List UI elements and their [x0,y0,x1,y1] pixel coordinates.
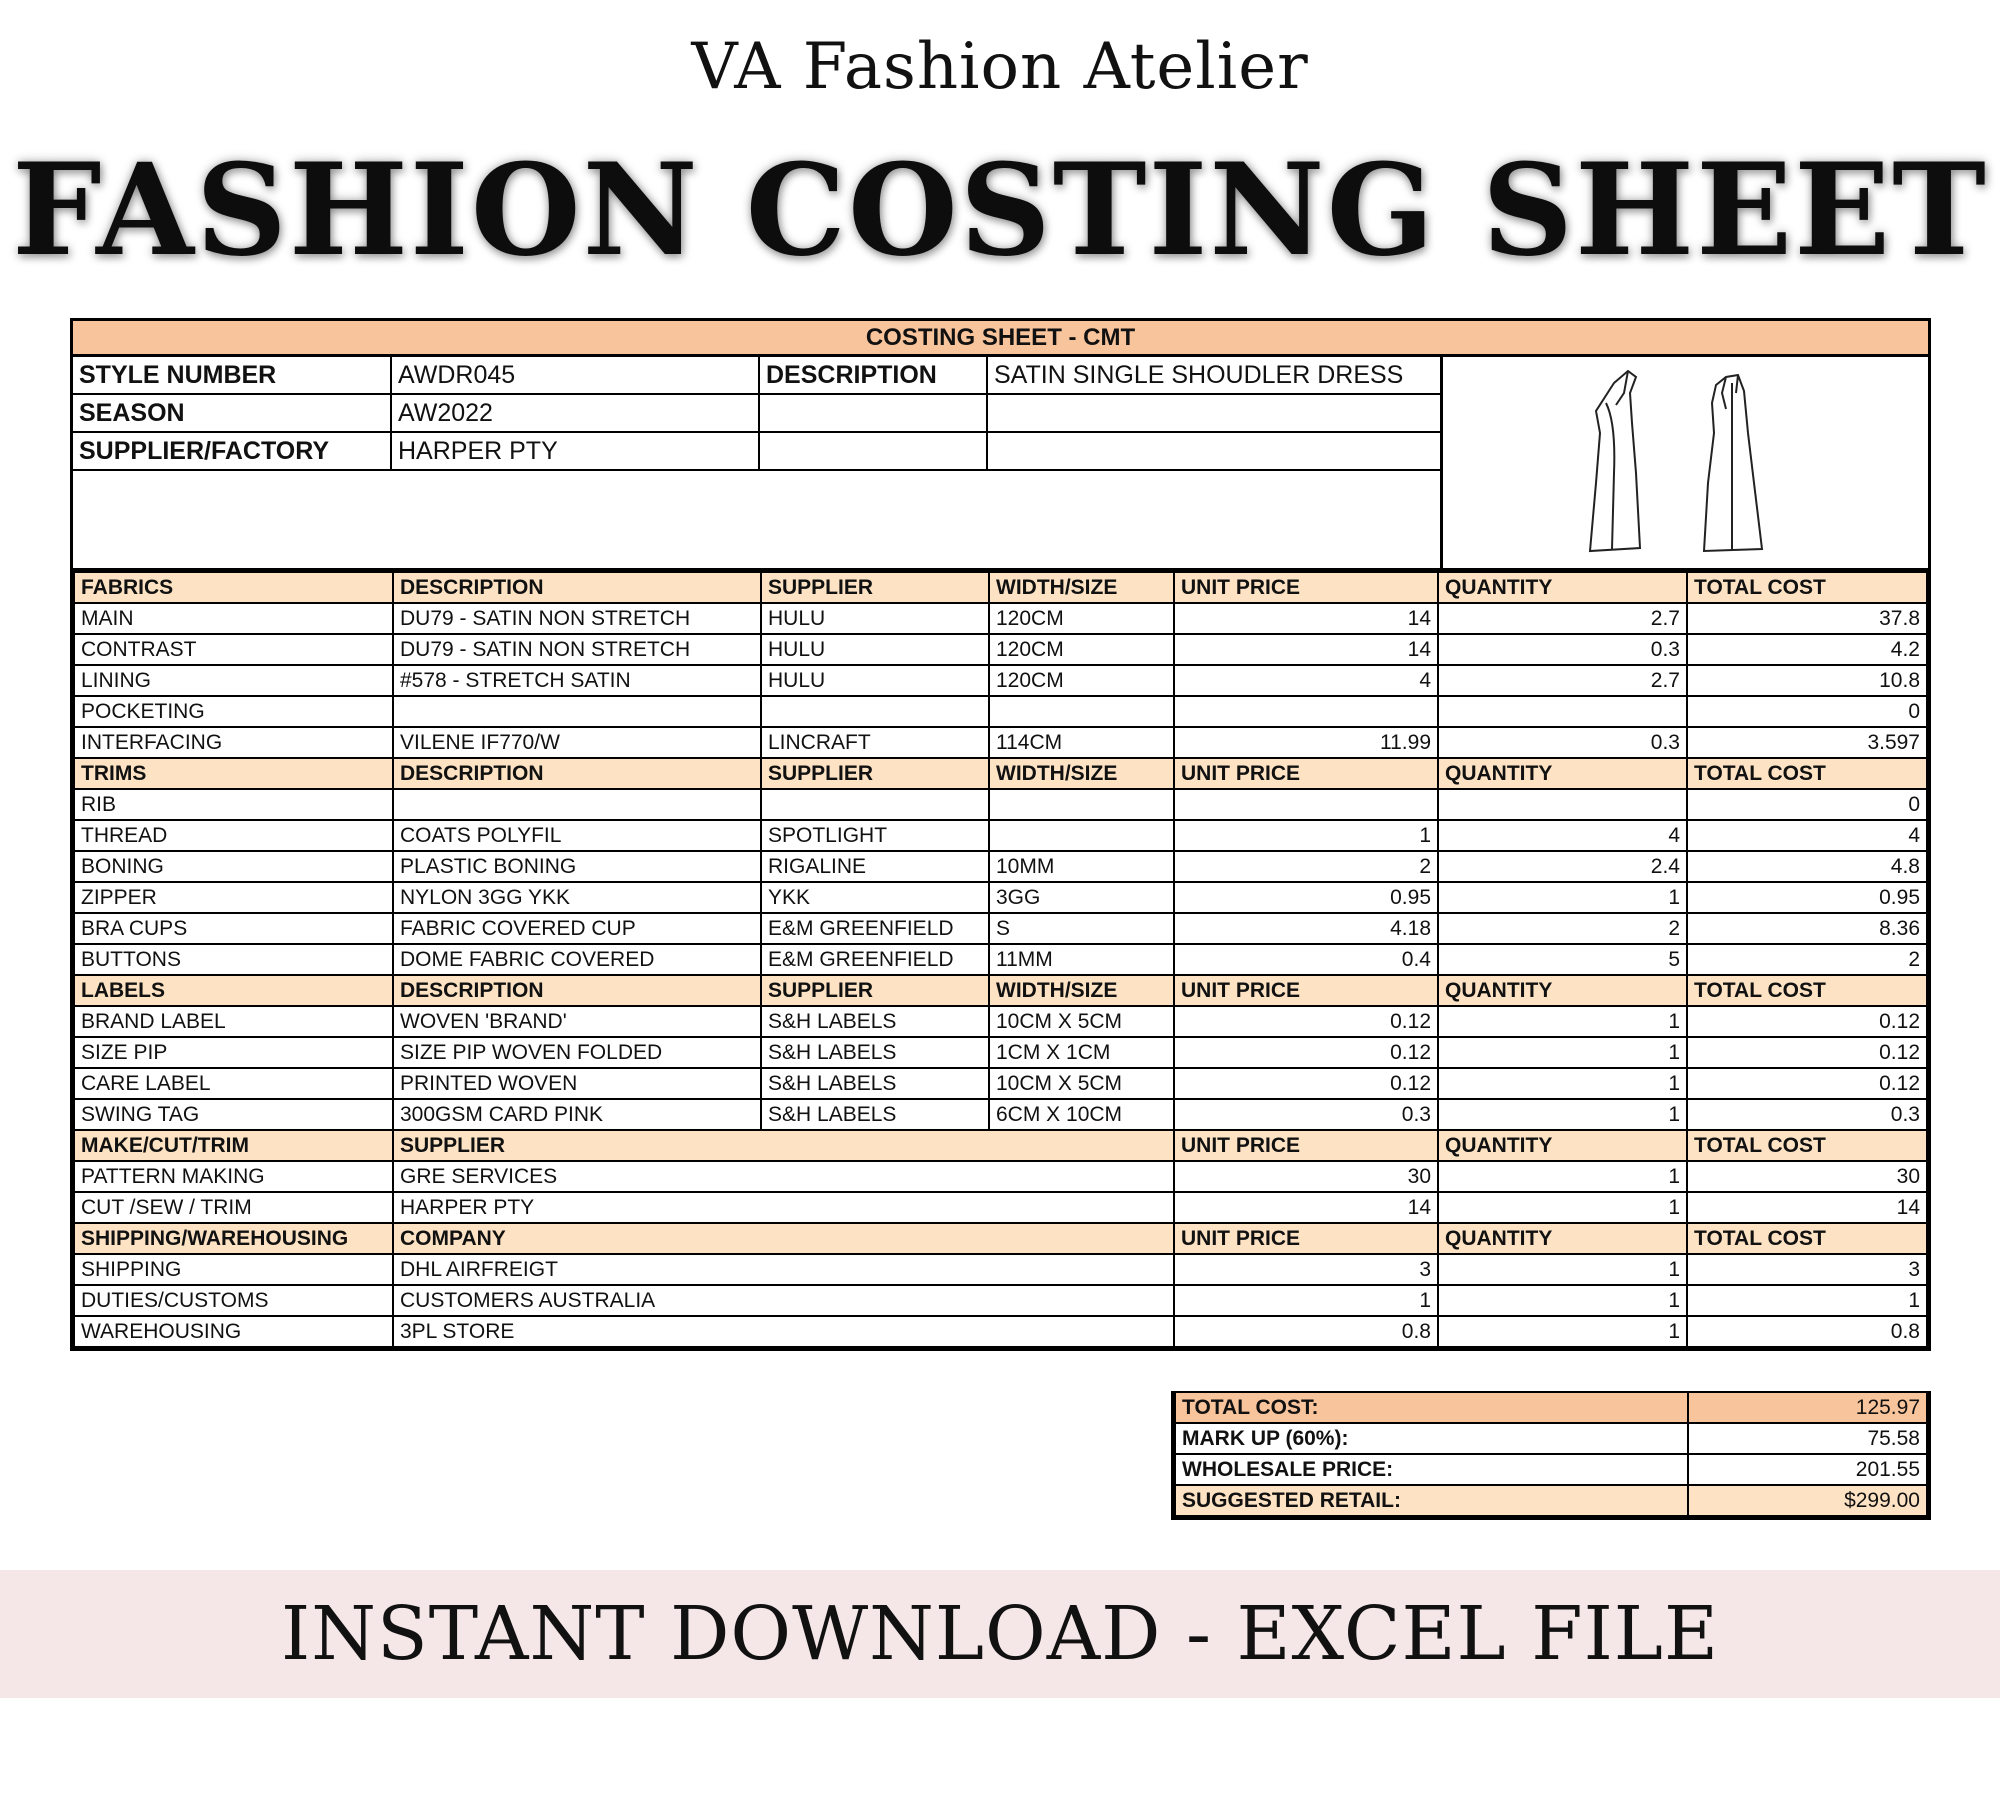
cell-width-size[interactable] [989,789,1174,820]
cell-item[interactable]: BUTTONS [74,944,393,975]
sheet-header: COSTING SHEET - CMT [73,321,1928,357]
cell-width-size[interactable] [989,696,1174,727]
cell-item[interactable]: SWING TAG [74,1099,393,1130]
cell-total-cost[interactable]: 0.12 [1687,1037,1927,1068]
cell-width-size[interactable]: 120CM [989,634,1174,665]
cell-description[interactable]: FABRIC COVERED CUP [393,913,761,944]
cell-description[interactable] [393,696,761,727]
cell-supplier[interactable]: S&H LABELS [761,1099,989,1130]
column-header-width-size: WIDTH/SIZE [989,975,1174,1006]
empty-cell[interactable] [988,395,1440,431]
cell-width-size[interactable] [989,820,1174,851]
column-header-item: FABRICS [74,572,393,603]
cell-unit-price[interactable]: 0.12 [1174,1006,1438,1037]
cell-supplier[interactable]: HARPER PTY [393,1192,1174,1223]
cell-width-size[interactable]: 114CM [989,727,1174,758]
cell-supplier[interactable] [761,696,989,727]
cell-unit-price[interactable]: 0.12 [1174,1037,1438,1068]
cell-quantity[interactable]: 1 [1438,1316,1687,1347]
cell-supplier[interactable]: E&M GREENFIELD [761,944,989,975]
cell-item[interactable]: ZIPPER [74,882,393,913]
cell-width-size[interactable]: 120CM [989,603,1174,634]
cell-quantity[interactable]: 1 [1438,882,1687,913]
table-row [74,1161,1927,1192]
cell-unit-price[interactable]: 1 [1174,820,1438,851]
cell-total-cost[interactable]: 1 [1687,1285,1927,1316]
cell-item[interactable]: CARE LABEL [74,1068,393,1099]
column-header-quantity: QUANTITY [1438,1223,1687,1254]
cell-item[interactable]: LINING [74,665,393,696]
column-header-item: TRIMS [74,758,393,789]
cell-unit-price[interactable]: 2 [1174,851,1438,882]
cell-total-cost[interactable]: 3.597 [1687,727,1927,758]
cell-quantity[interactable]: 1 [1438,1068,1687,1099]
column-header-total-cost: TOTAL COST [1687,758,1927,789]
cell-unit-price[interactable]: 0.8 [1174,1316,1438,1347]
cell-description[interactable]: DOME FABRIC COVERED [393,944,761,975]
table-row [74,1037,1927,1068]
cell-total-cost[interactable]: 4 [1687,820,1927,851]
cell-description[interactable]: COATS POLYFIL [393,820,761,851]
column-header-total-cost: TOTAL COST [1687,1130,1927,1161]
cell-total-cost[interactable]: 14 [1687,1192,1927,1223]
section-header-row [74,1130,1927,1161]
cell-width-size[interactable]: 3GG [989,882,1174,913]
description-value[interactable]: SATIN SINGLE SHOUDLER DRESS [994,361,1404,389]
column-header-quantity: QUANTITY [1438,572,1687,603]
cell-supplier[interactable]: E&M GREENFIELD [761,913,989,944]
wholesale-label: WHOLESALE PRICE: [1175,1454,1688,1485]
cell-supplier[interactable]: SPOTLIGHT [761,820,989,851]
cell-total-cost[interactable]: 4.8 [1687,851,1927,882]
cell-quantity[interactable]: 2.7 [1438,665,1687,696]
cell-item[interactable]: DUTIES/CUSTOMS [74,1285,393,1316]
cell-item[interactable]: WAREHOUSING [74,1316,393,1347]
cell-supplier[interactable]: YKK [761,882,989,913]
cell-unit-price[interactable]: 14 [1174,603,1438,634]
cell-unit-price[interactable]: 14 [1174,634,1438,665]
table-row [74,727,1927,758]
cell-width-size[interactable]: 120CM [989,665,1174,696]
cell-description[interactable]: DU79 - SATIN NON STRETCH [393,634,761,665]
cell-description[interactable]: PRINTED WOVEN [393,1068,761,1099]
cell-width-size[interactable]: 11MM [989,944,1174,975]
cell-total-cost[interactable]: 37.8 [1687,603,1927,634]
info-row-style [73,357,1440,395]
cell-description[interactable]: SIZE PIP WOVEN FOLDED [393,1037,761,1068]
cell-item[interactable]: SHIPPING [74,1254,393,1285]
cell-total-cost[interactable]: 0.8 [1687,1316,1927,1347]
cell-supplier[interactable]: HULU [761,665,989,696]
section-header-row [74,975,1927,1006]
empty-cell[interactable] [988,433,1440,469]
table-row [74,944,1927,975]
cell-unit-price[interactable]: 1 [1174,1285,1438,1316]
table-row [74,820,1927,851]
cell-total-cost[interactable]: 0.95 [1687,882,1927,913]
cell-total-cost[interactable]: 8.36 [1687,913,1927,944]
style-number-value[interactable]: AWDR045 [392,357,760,393]
column-header-unit-price: UNIT PRICE [1174,1130,1438,1161]
cell-quantity[interactable]: 0.3 [1438,634,1687,665]
cell-supplier[interactable]: S&H LABELS [761,1006,989,1037]
column-header-quantity: QUANTITY [1438,975,1687,1006]
column-header-quantity: QUANTITY [1438,758,1687,789]
cell-total-cost[interactable]: 0.12 [1687,1068,1927,1099]
totals-panel [1171,1391,1931,1520]
dress-sketch-icon [1576,363,1796,563]
cell-supplier[interactable] [761,789,989,820]
cell-unit-price[interactable]: 0.4 [1174,944,1438,975]
cell-width-size[interactable]: S [989,913,1174,944]
sketch-area [1443,357,1928,568]
cell-unit-price[interactable]: 14 [1174,1192,1438,1223]
supplier-factory-label: SUPPLIER/FACTORY [73,433,392,469]
season-value[interactable]: AW2022 [392,395,760,431]
cell-supplier[interactable]: LINCRAFT [761,727,989,758]
retail-label: SUGGESTED RETAIL: [1175,1485,1688,1516]
table-row [74,1099,1927,1130]
cell-quantity[interactable]: 5 [1438,944,1687,975]
table-row [74,882,1927,913]
cell-description[interactable]: #578 - STRETCH SATIN [393,665,761,696]
retail-value[interactable]: $299.00 [1688,1485,1927,1516]
cell-item[interactable]: BRA CUPS [74,913,393,944]
cell-description[interactable] [393,789,761,820]
table-row [74,1254,1927,1285]
page-title: FASHION COSTING SHEET [12,136,1988,284]
cell-item[interactable]: PATTERN MAKING [74,1161,393,1192]
cell-quantity[interactable] [1438,789,1687,820]
column-header-item: SHIPPING/WAREHOUSING [74,1223,393,1254]
empty-cell[interactable] [760,433,988,469]
cell-supplier[interactable]: S&H LABELS [761,1037,989,1068]
column-header-total-cost: TOTAL COST [1687,1223,1927,1254]
column-header-item: LABELS [74,975,393,1006]
cell-supplier[interactable]: RIGALINE [761,851,989,882]
costing-sheet [70,318,1931,1351]
markup-row [1175,1423,1927,1454]
column-header-supplier: SUPPLIER [761,758,989,789]
cell-quantity[interactable]: 2 [1438,913,1687,944]
cell-unit-price[interactable]: 0.95 [1174,882,1438,913]
table-row [74,696,1927,727]
season-label: SEASON [73,395,392,431]
brand-name: VA Fashion Atelier [691,30,1309,104]
column-header-supplier: SUPPLIER [393,1130,1174,1161]
style-number-label: STYLE NUMBER [73,357,392,393]
cell-item[interactable]: MAIN [74,603,393,634]
cell-quantity[interactable]: 1 [1438,1161,1687,1192]
cell-total-cost[interactable]: 4.2 [1687,634,1927,665]
cell-total-cost[interactable]: 2 [1687,944,1927,975]
cell-unit-price[interactable] [1174,789,1438,820]
cell-item[interactable]: CONTRAST [74,634,393,665]
cell-supplier[interactable]: HULU [761,634,989,665]
column-header-description: DESCRIPTION [393,572,761,603]
cell-item[interactable]: BRAND LABEL [74,1006,393,1037]
total-cost-value[interactable]: 125.97 [1688,1392,1927,1423]
cell-item[interactable]: BONING [74,851,393,882]
cell-quantity[interactable]: 1 [1438,1037,1687,1068]
cell-item[interactable]: POCKETING [74,696,393,727]
column-header-supplier: SUPPLIER [761,572,989,603]
table-row [74,1285,1927,1316]
column-header-width-size: WIDTH/SIZE [989,572,1174,603]
cell-supplier[interactable]: CUSTOMERS AUSTRALIA [393,1285,1174,1316]
column-header-supplier: COMPANY [393,1223,1174,1254]
column-header-description: DESCRIPTION [393,758,761,789]
wholesale-row [1175,1454,1927,1485]
style-info-fields [73,357,1443,568]
cell-description[interactable]: WOVEN 'BRAND' [393,1006,761,1037]
wholesale-value[interactable]: 201.55 [1688,1454,1927,1485]
cell-quantity[interactable]: 1 [1438,1192,1687,1223]
section-header-row [74,1223,1927,1254]
download-banner: INSTANT DOWNLOAD - EXCEL FILE [0,1570,2000,1698]
column-header-unit-price: UNIT PRICE [1174,572,1438,603]
column-header-unit-price: UNIT PRICE [1174,975,1438,1006]
cell-description[interactable]: 300GSM CARD PINK [393,1099,761,1130]
column-header-unit-price: UNIT PRICE [1174,1223,1438,1254]
cell-quantity[interactable]: 1 [1438,1285,1687,1316]
cell-description[interactable]: DU79 - SATIN NON STRETCH [393,603,761,634]
cell-width-size[interactable]: 1CM X 1CM [989,1037,1174,1068]
table-row [74,789,1927,820]
column-header-description: DESCRIPTION [393,975,761,1006]
total-cost-label: TOTAL COST: [1175,1392,1688,1423]
cell-item[interactable]: RIB [74,789,393,820]
cell-item[interactable]: CUT /SEW / TRIM [74,1192,393,1223]
table-row [74,1068,1927,1099]
cell-unit-price[interactable]: 0.3 [1174,1099,1438,1130]
style-info [73,357,1928,571]
table-row [74,1192,1927,1223]
markup-value[interactable]: 75.58 [1688,1423,1927,1454]
section-header-row [74,758,1927,789]
cell-unit-price[interactable]: 4.18 [1174,913,1438,944]
cell-width-size[interactable]: 10MM [989,851,1174,882]
cell-unit-price[interactable]: 4 [1174,665,1438,696]
costing-table [73,571,1928,1348]
table-row [74,665,1927,696]
cell-supplier[interactable]: 3PL STORE [393,1316,1174,1347]
info-row-season [73,395,1440,433]
table-row [74,851,1927,882]
column-header-total-cost: TOTAL COST [1687,975,1927,1006]
cell-unit-price[interactable]: 0.12 [1174,1068,1438,1099]
empty-cell[interactable] [760,395,988,431]
column-header-quantity: QUANTITY [1438,1130,1687,1161]
cell-total-cost[interactable]: 0 [1687,789,1927,820]
cell-quantity[interactable]: 0.3 [1438,727,1687,758]
cell-total-cost[interactable]: 30 [1687,1161,1927,1192]
cell-quantity[interactable]: 1 [1438,1099,1687,1130]
table-row [74,913,1927,944]
column-header-width-size: WIDTH/SIZE [989,758,1174,789]
cell-description[interactable]: PLASTIC BONING [393,851,761,882]
description-label: DESCRIPTION [760,357,988,393]
cell-unit-price[interactable]: 3 [1174,1254,1438,1285]
retail-row [1175,1485,1927,1516]
cell-quantity[interactable]: 1 [1438,1006,1687,1037]
cell-item[interactable]: THREAD [74,820,393,851]
cell-unit-price[interactable]: 11.99 [1174,727,1438,758]
cell-width-size[interactable]: 6CM X 10CM [989,1099,1174,1130]
cell-total-cost[interactable]: 3 [1687,1254,1927,1285]
cell-item[interactable]: INTERFACING [74,727,393,758]
cell-item[interactable]: SIZE PIP [74,1037,393,1068]
cell-description[interactable]: VILENE IF770/W [393,727,761,758]
cell-quantity[interactable]: 4 [1438,820,1687,851]
cell-unit-price[interactable] [1174,696,1438,727]
column-header-supplier: SUPPLIER [761,975,989,1006]
cell-description[interactable]: NYLON 3GG YKK [393,882,761,913]
cell-quantity[interactable] [1438,696,1687,727]
cell-quantity[interactable]: 2.4 [1438,851,1687,882]
cell-unit-price[interactable]: 30 [1174,1161,1438,1192]
cell-supplier[interactable]: DHL AIRFREIGT [393,1254,1174,1285]
markup-label: MARK UP (60%): [1175,1423,1688,1454]
cell-supplier[interactable]: HULU [761,603,989,634]
table-row [74,1006,1927,1037]
table-row [74,603,1927,634]
info-row-supplier [73,433,1440,471]
cell-width-size[interactable]: 10CM X 5CM [989,1068,1174,1099]
cell-supplier[interactable]: GRE SERVICES [393,1161,1174,1192]
cell-total-cost[interactable]: 0.3 [1687,1099,1927,1130]
cell-quantity[interactable]: 1 [1438,1254,1687,1285]
cell-total-cost[interactable]: 0 [1687,696,1927,727]
supplier-factory-value[interactable]: HARPER PTY [392,433,760,469]
column-header-item: MAKE/CUT/TRIM [74,1130,393,1161]
table-row [74,634,1927,665]
column-header-total-cost: TOTAL COST [1687,572,1927,603]
cell-width-size[interactable]: 10CM X 5CM [989,1006,1174,1037]
column-header-unit-price: UNIT PRICE [1174,758,1438,789]
cell-total-cost[interactable]: 0.12 [1687,1006,1927,1037]
cell-quantity[interactable]: 2.7 [1438,603,1687,634]
section-header-row [74,572,1927,603]
table-row [74,1316,1927,1347]
total-cost-row [1175,1392,1927,1423]
cell-total-cost[interactable]: 10.8 [1687,665,1927,696]
cell-supplier[interactable]: S&H LABELS [761,1068,989,1099]
